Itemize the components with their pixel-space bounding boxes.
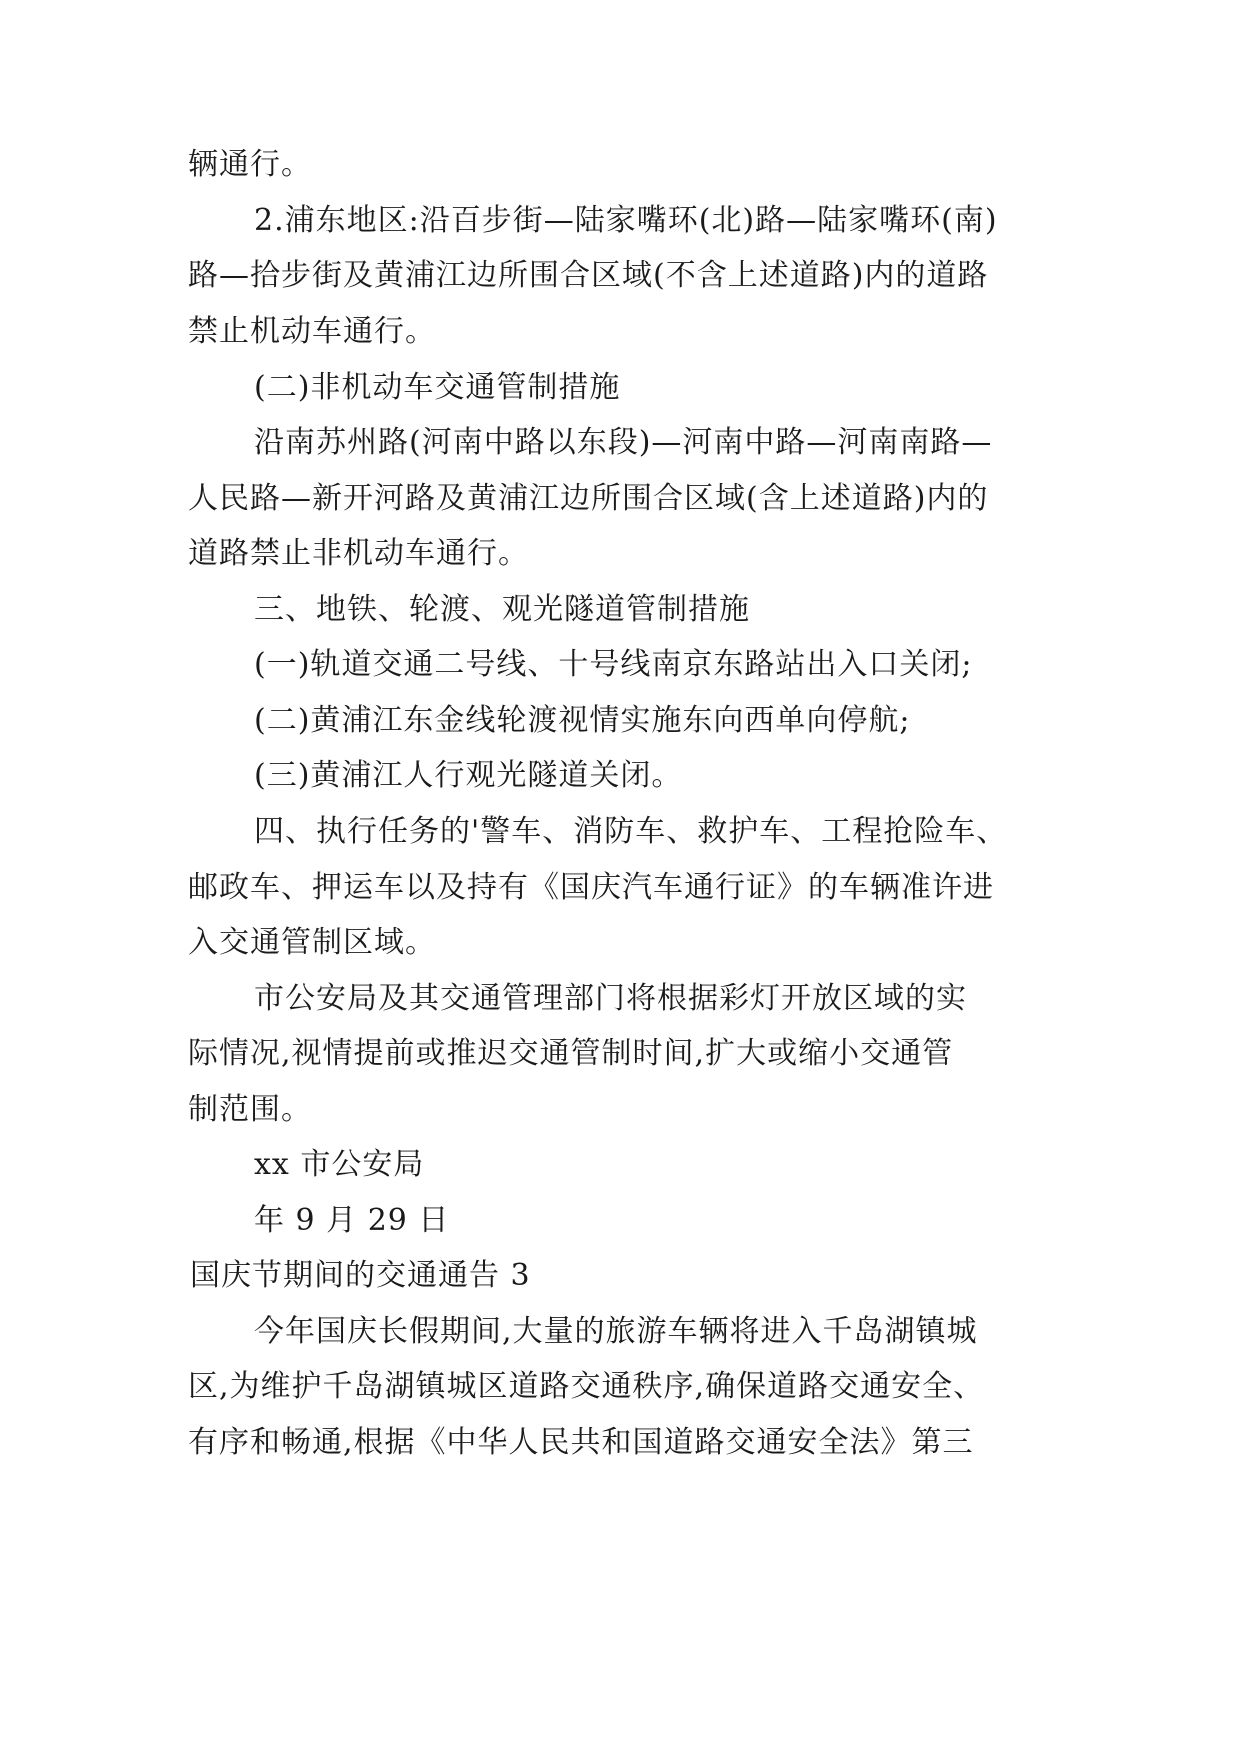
text-line: 道路禁止非机动车通行。 [188,536,529,571]
signature-issuer: xx 市公安局 [254,1147,425,1182]
text-line: 2.浦东地区:沿百步街—陆家嘴环(北)路—陆家嘴环(南) [254,203,998,238]
text-line: 今年国庆长假期间,大量的旅游车辆将进入千岛湖镇城 [254,1314,978,1349]
article-title: 国庆节期间的交通通告 3 [190,1258,531,1293]
text-line: (三)黄浦江人行观光隧道关闭。 [254,758,683,793]
text-line: (一)轨道交通二号线、十号线南京东路站出入口关闭; [254,647,973,682]
section-heading: (二)非机动车交通管制措施 [254,370,621,405]
text-line: 四、执行任务的'警车、消防车、救护车、工程抢险车、 [254,814,1008,849]
text-line: 辆通行。 [188,147,312,182]
section-heading: 三、地铁、轮渡、观光隧道管制措施 [254,592,750,627]
text-line: 际情况,视情提前或推迟交通管制时间,扩大或缩小交通管 [188,1036,954,1071]
text-line: 入交通管制区域。 [188,925,436,960]
text-line: 路—拾步街及黄浦江边所围合区域(不含上述道路)内的道路 [188,258,989,293]
text-line: 区,为维护千岛湖镇城区道路交通秩序,确保道路交通安全、 [188,1369,985,1404]
text-line: 有序和畅通,根据《中华人民共和国道路交通安全法》第三 [188,1425,974,1460]
text-line: 邮政车、押运车以及持有《国庆汽车通行证》的车辆准许进 [188,870,994,905]
text-line: 沿南苏州路(河南中路以东段)—河南中路—河南南路— [254,425,993,460]
text-line: (二)黄浦江东金线轮渡视情实施东向西单向停航; [254,703,911,738]
text-line: 人民路—新开河路及黄浦江边所围合区域(含上述道路)内的 [188,481,989,516]
text-line: 市公安局及其交通管理部门将根据彩灯开放区域的实 [254,981,967,1016]
text-line: 制范围。 [188,1092,312,1127]
text-line: 禁止机动车通行。 [188,314,436,349]
signature-date: 年 9 月 29 日 [254,1203,450,1238]
